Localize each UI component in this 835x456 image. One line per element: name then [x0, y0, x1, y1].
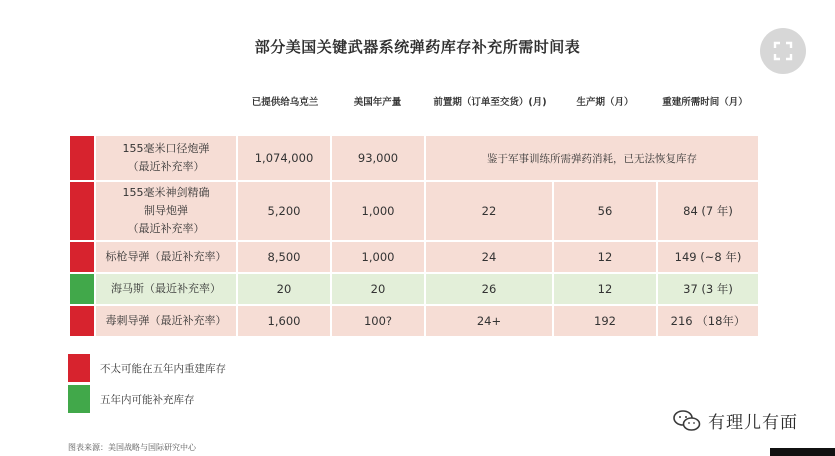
- table-row: [69, 181, 759, 241]
- legend-label: 五年内可能补充库存: [100, 393, 195, 406]
- weapon-name: 155毫米口径炮弹 （最近补充率）: [95, 135, 237, 181]
- weapon-name: 155毫米神剑精确 制导炮弹 （最近补充率）: [95, 181, 237, 241]
- production-time-value: 12: [553, 273, 657, 305]
- table-row: [69, 305, 759, 337]
- chart-source: 图表来源：美国战略与国际研究中心: [68, 443, 196, 452]
- annual-production-value: 1,000: [331, 241, 425, 273]
- annual-production-value: 20: [331, 273, 425, 305]
- production-time-value: 56: [553, 181, 657, 241]
- weapon-name: 标枪导弹（最近补充率）: [95, 241, 237, 273]
- table-row: [69, 135, 759, 181]
- provided-value: 8,500: [237, 241, 331, 273]
- column-header-provided: 已提供给乌克兰: [251, 97, 319, 108]
- column-header-annual: 美国年产量: [353, 97, 402, 108]
- lead-time-value: 22: [425, 181, 553, 241]
- provided-value: 5,200: [237, 181, 331, 241]
- expand-icon: [773, 41, 793, 61]
- annual-production-value: 100?: [331, 305, 425, 337]
- watermark: [672, 408, 798, 433]
- wechat-icon: [672, 409, 702, 433]
- bottom-bar: [770, 448, 835, 456]
- replenishment-table: [68, 134, 760, 338]
- watermark-text: 有理儿有面: [708, 413, 798, 433]
- status-marker: [69, 273, 95, 305]
- production-time-value: 12: [553, 241, 657, 273]
- status-marker: [69, 135, 95, 181]
- column-header-rebuild: 重建所需时间（月）: [662, 97, 748, 108]
- table-row: [69, 241, 759, 273]
- rebuild-time-value: 149 (~8 年): [657, 241, 759, 273]
- rebuild-time-value: 37 (3 年): [657, 273, 759, 305]
- annual-production-value: 93,000: [331, 135, 425, 181]
- weapon-name: 毒刺导弹（最近补充率）: [95, 305, 237, 337]
- rebuild-time-value: 84 (7 年): [657, 181, 759, 241]
- production-time-value: 192: [553, 305, 657, 337]
- table-row: [69, 273, 759, 305]
- annual-production-value: 1,000: [331, 181, 425, 241]
- status-marker: [69, 181, 95, 241]
- rebuild-time-value: 216 （18年）: [657, 305, 759, 337]
- legend-item-red: [68, 354, 226, 382]
- provided-value: 20: [237, 273, 331, 305]
- status-marker: [69, 241, 95, 273]
- provided-value: 1,600: [237, 305, 331, 337]
- lead-time-value: 24+: [425, 305, 553, 337]
- legend-item-green: [68, 385, 195, 413]
- status-marker: [69, 305, 95, 337]
- legend-swatch-red: [68, 354, 90, 382]
- legend-label: 不太可能在五年内重建库存: [100, 362, 226, 375]
- weapon-name: 海马斯（最近补充率）: [95, 273, 237, 305]
- lead-time-value: 24: [425, 241, 553, 273]
- column-header-production: 生产期（月）: [576, 97, 634, 108]
- legend-swatch-green: [68, 385, 90, 413]
- row-note: 鉴于军事训练所需弹药消耗，已无法恢复库存: [425, 135, 759, 181]
- page-title: 部分美国关键武器系统弹药库存补充所需时间表: [254, 38, 581, 56]
- fullscreen-button[interactable]: [760, 28, 806, 74]
- lead-time-value: 26: [425, 273, 553, 305]
- provided-value: 1,074,000: [237, 135, 331, 181]
- column-header-lead: 前置期（订单至交货）(月): [433, 97, 547, 108]
